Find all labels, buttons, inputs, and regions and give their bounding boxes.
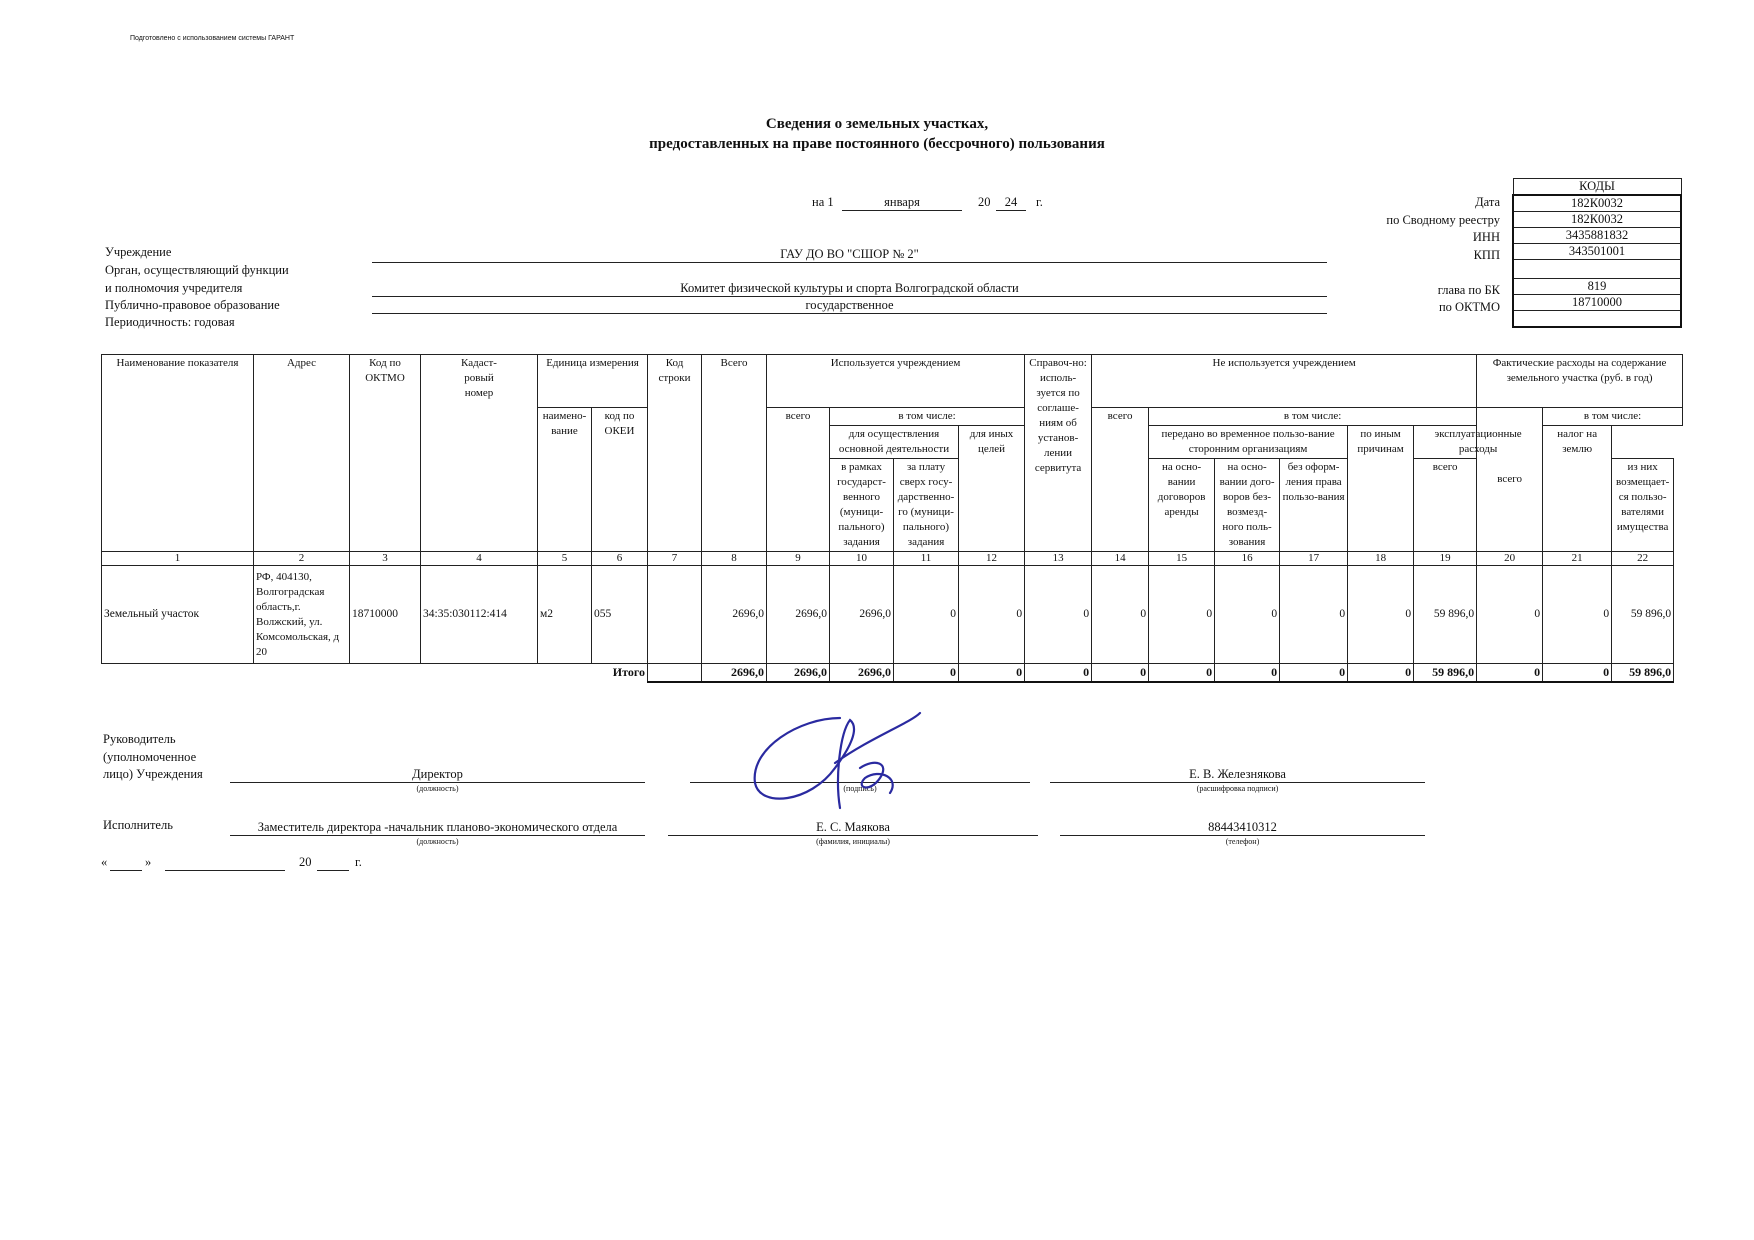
land-table <box>101 354 1683 683</box>
row-cell: 0 <box>1149 566 1215 664</box>
colnum: 16 <box>1215 552 1280 566</box>
organ-label-2: и полномочия учредителя <box>105 281 243 295</box>
row-cell: 59 896,0 <box>1414 566 1477 664</box>
row-address: РФ, 404130, Волгоградская область,г. Волжский, ул. Комсомольская, д 20 <box>254 566 350 664</box>
head-no-rights: без оформ-ления права пользо-вания <box>1280 459 1348 552</box>
date-month-line <box>165 855 285 871</box>
ruk-label-1: Руководитель <box>103 732 176 746</box>
row-cell: 0 <box>894 566 959 664</box>
head-free-use: на осно-вании дого-воров без-возмезд-ного поль-зования <box>1215 459 1280 552</box>
head-unit: Единица измерения <box>538 355 648 408</box>
ppo-label: Публично-правовое образование <box>105 298 280 312</box>
sub-rasshifr: (расшифровка подписи) <box>1196 784 1279 793</box>
head-exp-incl: в том числе: <box>1543 408 1683 426</box>
ppo-value: государственное <box>372 298 1327 314</box>
total-cell: 0 <box>1280 664 1348 683</box>
total-cell: 0 <box>894 664 959 683</box>
row-line-code <box>648 566 702 664</box>
row-cell: 0 <box>1280 566 1348 664</box>
code-oktmo: 18710000 <box>1513 295 1681 311</box>
total-cell: 0 <box>1477 664 1543 683</box>
row-cell: 0 <box>1543 566 1612 664</box>
head-state-task: в рамках государст-венного (муници-пального) задания <box>830 459 894 552</box>
code-inn: 3435881832 <box>1513 228 1681 244</box>
colnum: 12 <box>959 552 1025 566</box>
row-cell: 2696,0 <box>767 566 830 664</box>
ruk-name: Е. В. Железнякова <box>1050 767 1425 783</box>
head-used-incl: в том числе: <box>830 408 1025 426</box>
date-g: г. <box>355 855 362 869</box>
date-quote-open: « <box>101 855 108 869</box>
date-suffix: г. <box>1036 195 1043 209</box>
row-cell: 2696,0 <box>830 566 894 664</box>
code-label-inn: ИНН <box>1472 230 1500 244</box>
head-line-code: Код строки <box>648 355 702 552</box>
sub-signature: (подпись) <box>843 784 877 793</box>
head-oktmo: Код по ОКТМО <box>350 355 421 552</box>
colnum: 20 <box>1477 552 1543 566</box>
head-transferred: передано во временное пользо-вание сторонним организациям <box>1149 426 1348 459</box>
row-cell: 0 <box>959 566 1025 664</box>
total-cell: 2696,0 <box>767 664 830 683</box>
colnum: 14 <box>1092 552 1149 566</box>
sub-phone: (телефон) <box>1225 837 1260 846</box>
row-okei: 055 <box>592 566 648 664</box>
colnum: 3 <box>350 552 421 566</box>
isp-position: Заместитель директора -начальник планово-экономического отдела <box>230 820 645 836</box>
colnum: 22 <box>1612 552 1674 566</box>
date-year-prefix: 20 <box>978 195 991 209</box>
colnum: 8 <box>702 552 767 566</box>
colnum: 7 <box>648 552 702 566</box>
code-label-kpp: КПП <box>1473 248 1500 262</box>
head-expenses: Фактические расходы на содержание земельного участка (руб. в год) <box>1477 355 1683 408</box>
codes-header: КОДЫ <box>1513 179 1681 196</box>
date-na: на 1 <box>812 195 834 209</box>
colnum: 5 <box>538 552 592 566</box>
head-unit-name: наимено-вание <box>538 408 592 552</box>
head-address: Адрес <box>254 355 350 552</box>
isp-label: Исполнитель <box>103 818 173 832</box>
row-cell: 2696,0 <box>702 566 767 664</box>
head-paid-over: за плату сверх госу-дарственно-го (муници-пального) задания <box>894 459 959 552</box>
organ-value: Комитет физической культуры и спорта Волгоградской области <box>372 281 1327 297</box>
colnum: 17 <box>1280 552 1348 566</box>
head-op-reimbursed: из них возмещает-ся пользо-вателями имущества <box>1612 459 1674 552</box>
row-cell: 59 896,0 <box>1612 566 1674 664</box>
total-cell: 2696,0 <box>830 664 894 683</box>
row-cadastral: 34:35:030112:414 <box>421 566 538 664</box>
code-label-bk: глава по БК <box>1437 283 1500 297</box>
total-cell: 0 <box>1025 664 1092 683</box>
code-svod: 182К0032 <box>1513 212 1681 228</box>
row-unit: м2 <box>538 566 592 664</box>
head-lease: на осно-вании договоров аренды <box>1149 459 1215 552</box>
uchr-value: ГАУ ДО ВО "СШОР № 2" <box>372 247 1327 263</box>
total-cell: 59 896,0 <box>1414 664 1477 683</box>
row-cell: 0 <box>1477 566 1543 664</box>
total-cell: 0 <box>959 664 1025 683</box>
colnum: 15 <box>1149 552 1215 566</box>
total-cell: 59 896,0 <box>1612 664 1674 683</box>
head-op-all: всего <box>1414 459 1477 552</box>
page-title-line2: предоставленных на праве постоянного (бессрочного) пользования <box>649 136 1105 152</box>
sub-position-isp: (должность) <box>416 837 459 846</box>
head-not-used: Не используется учреждением <box>1092 355 1477 408</box>
isp-phone: 88443410312 <box>1060 820 1425 836</box>
total-label: Итого <box>592 664 648 683</box>
head-main-activity: для осуществления основной деятельности <box>830 426 959 459</box>
date-month: января <box>842 195 962 211</box>
total-cell: 0 <box>1092 664 1149 683</box>
row-cell: 0 <box>1348 566 1414 664</box>
total-cell: 0 <box>1348 664 1414 683</box>
row-cell: 0 <box>1215 566 1280 664</box>
colnum: 1 <box>102 552 254 566</box>
head-other-goals: для иных целей <box>959 426 1025 552</box>
date-year-prefix-2: 20 <box>299 855 312 869</box>
code-last <box>1513 311 1681 328</box>
head-cadastral: Кадаст-ровый номер <box>421 355 538 552</box>
head-notused-incl: в том числе: <box>1149 408 1477 426</box>
head-servitude: Справоч-но: исполь-зуется по соглаше-ниям об установ-лении сервитута <box>1025 355 1092 552</box>
colnum: 18 <box>1348 552 1414 566</box>
isp-name: Е. С. Маякова <box>668 820 1038 836</box>
colnum: 6 <box>592 552 648 566</box>
head-unit-okei: код по ОКЕИ <box>592 408 648 552</box>
date-year: 24 <box>996 195 1026 211</box>
row-cell: 0 <box>1025 566 1092 664</box>
code-empty <box>1513 260 1681 279</box>
colnum: 21 <box>1543 552 1612 566</box>
row-oktmo: 18710000 <box>350 566 421 664</box>
date-year-line <box>317 855 349 871</box>
colnum: 13 <box>1025 552 1092 566</box>
sub-fio: (фамилия, инициалы) <box>816 837 890 846</box>
colnum: 2 <box>254 552 350 566</box>
page-title-line1: Сведения о земельных участках, <box>765 116 989 132</box>
colnum: 10 <box>830 552 894 566</box>
head-operating: эксплуатационные расходы <box>1414 426 1543 459</box>
sub-position: (должность) <box>416 784 459 793</box>
row-name: Земельный участок <box>102 566 254 664</box>
uchr-label: Учреждение <box>105 245 172 259</box>
organ-label-1: Орган, осуществляющий функции <box>105 263 289 277</box>
code-label-svod: по Сводному реестру <box>1386 213 1500 227</box>
row-cell: 0 <box>1092 566 1149 664</box>
total-cell: 0 <box>1149 664 1215 683</box>
total-cell: 0 <box>1215 664 1280 683</box>
garant-note: Подготовлено с использованием системы ГАРАНТ <box>130 35 295 42</box>
handwritten-signature <box>740 708 940 818</box>
code-bk: 819 <box>1513 279 1681 295</box>
head-used-all: всего <box>767 408 830 552</box>
ruk-label-3: лицо) Учреждения <box>103 767 203 781</box>
colnum: 9 <box>767 552 830 566</box>
head-land-tax: налог на землю <box>1543 426 1612 552</box>
ruk-label-2: (уполномоченное <box>103 750 197 764</box>
date-day-line <box>110 855 142 871</box>
code-label-oktmo: по ОКТМО <box>1438 300 1500 314</box>
colnum: 11 <box>894 552 959 566</box>
ruk-position: Директор <box>230 767 645 783</box>
code-kpp: 343501001 <box>1513 244 1681 260</box>
total-cell: 0 <box>1543 664 1612 683</box>
head-other-reasons: по иным причинам <box>1348 426 1414 552</box>
colnum: 4 <box>421 552 538 566</box>
codes-table <box>1512 178 1682 328</box>
code-label-date: Дата <box>1475 195 1500 209</box>
total-cell <box>648 664 702 683</box>
date-quote-close: » <box>145 855 152 869</box>
total-cell: 2696,0 <box>702 664 767 683</box>
head-name: Наименование показателя <box>102 355 254 552</box>
code-date: 182К0032 <box>1513 195 1681 212</box>
head-notused-all: всего <box>1092 408 1149 552</box>
head-exp-all: всего <box>1477 408 1543 552</box>
head-total: Всего <box>702 355 767 552</box>
colnum: 19 <box>1414 552 1477 566</box>
head-used: Используется учреждением <box>767 355 1025 408</box>
period-label: Периодичность: годовая <box>105 315 235 329</box>
